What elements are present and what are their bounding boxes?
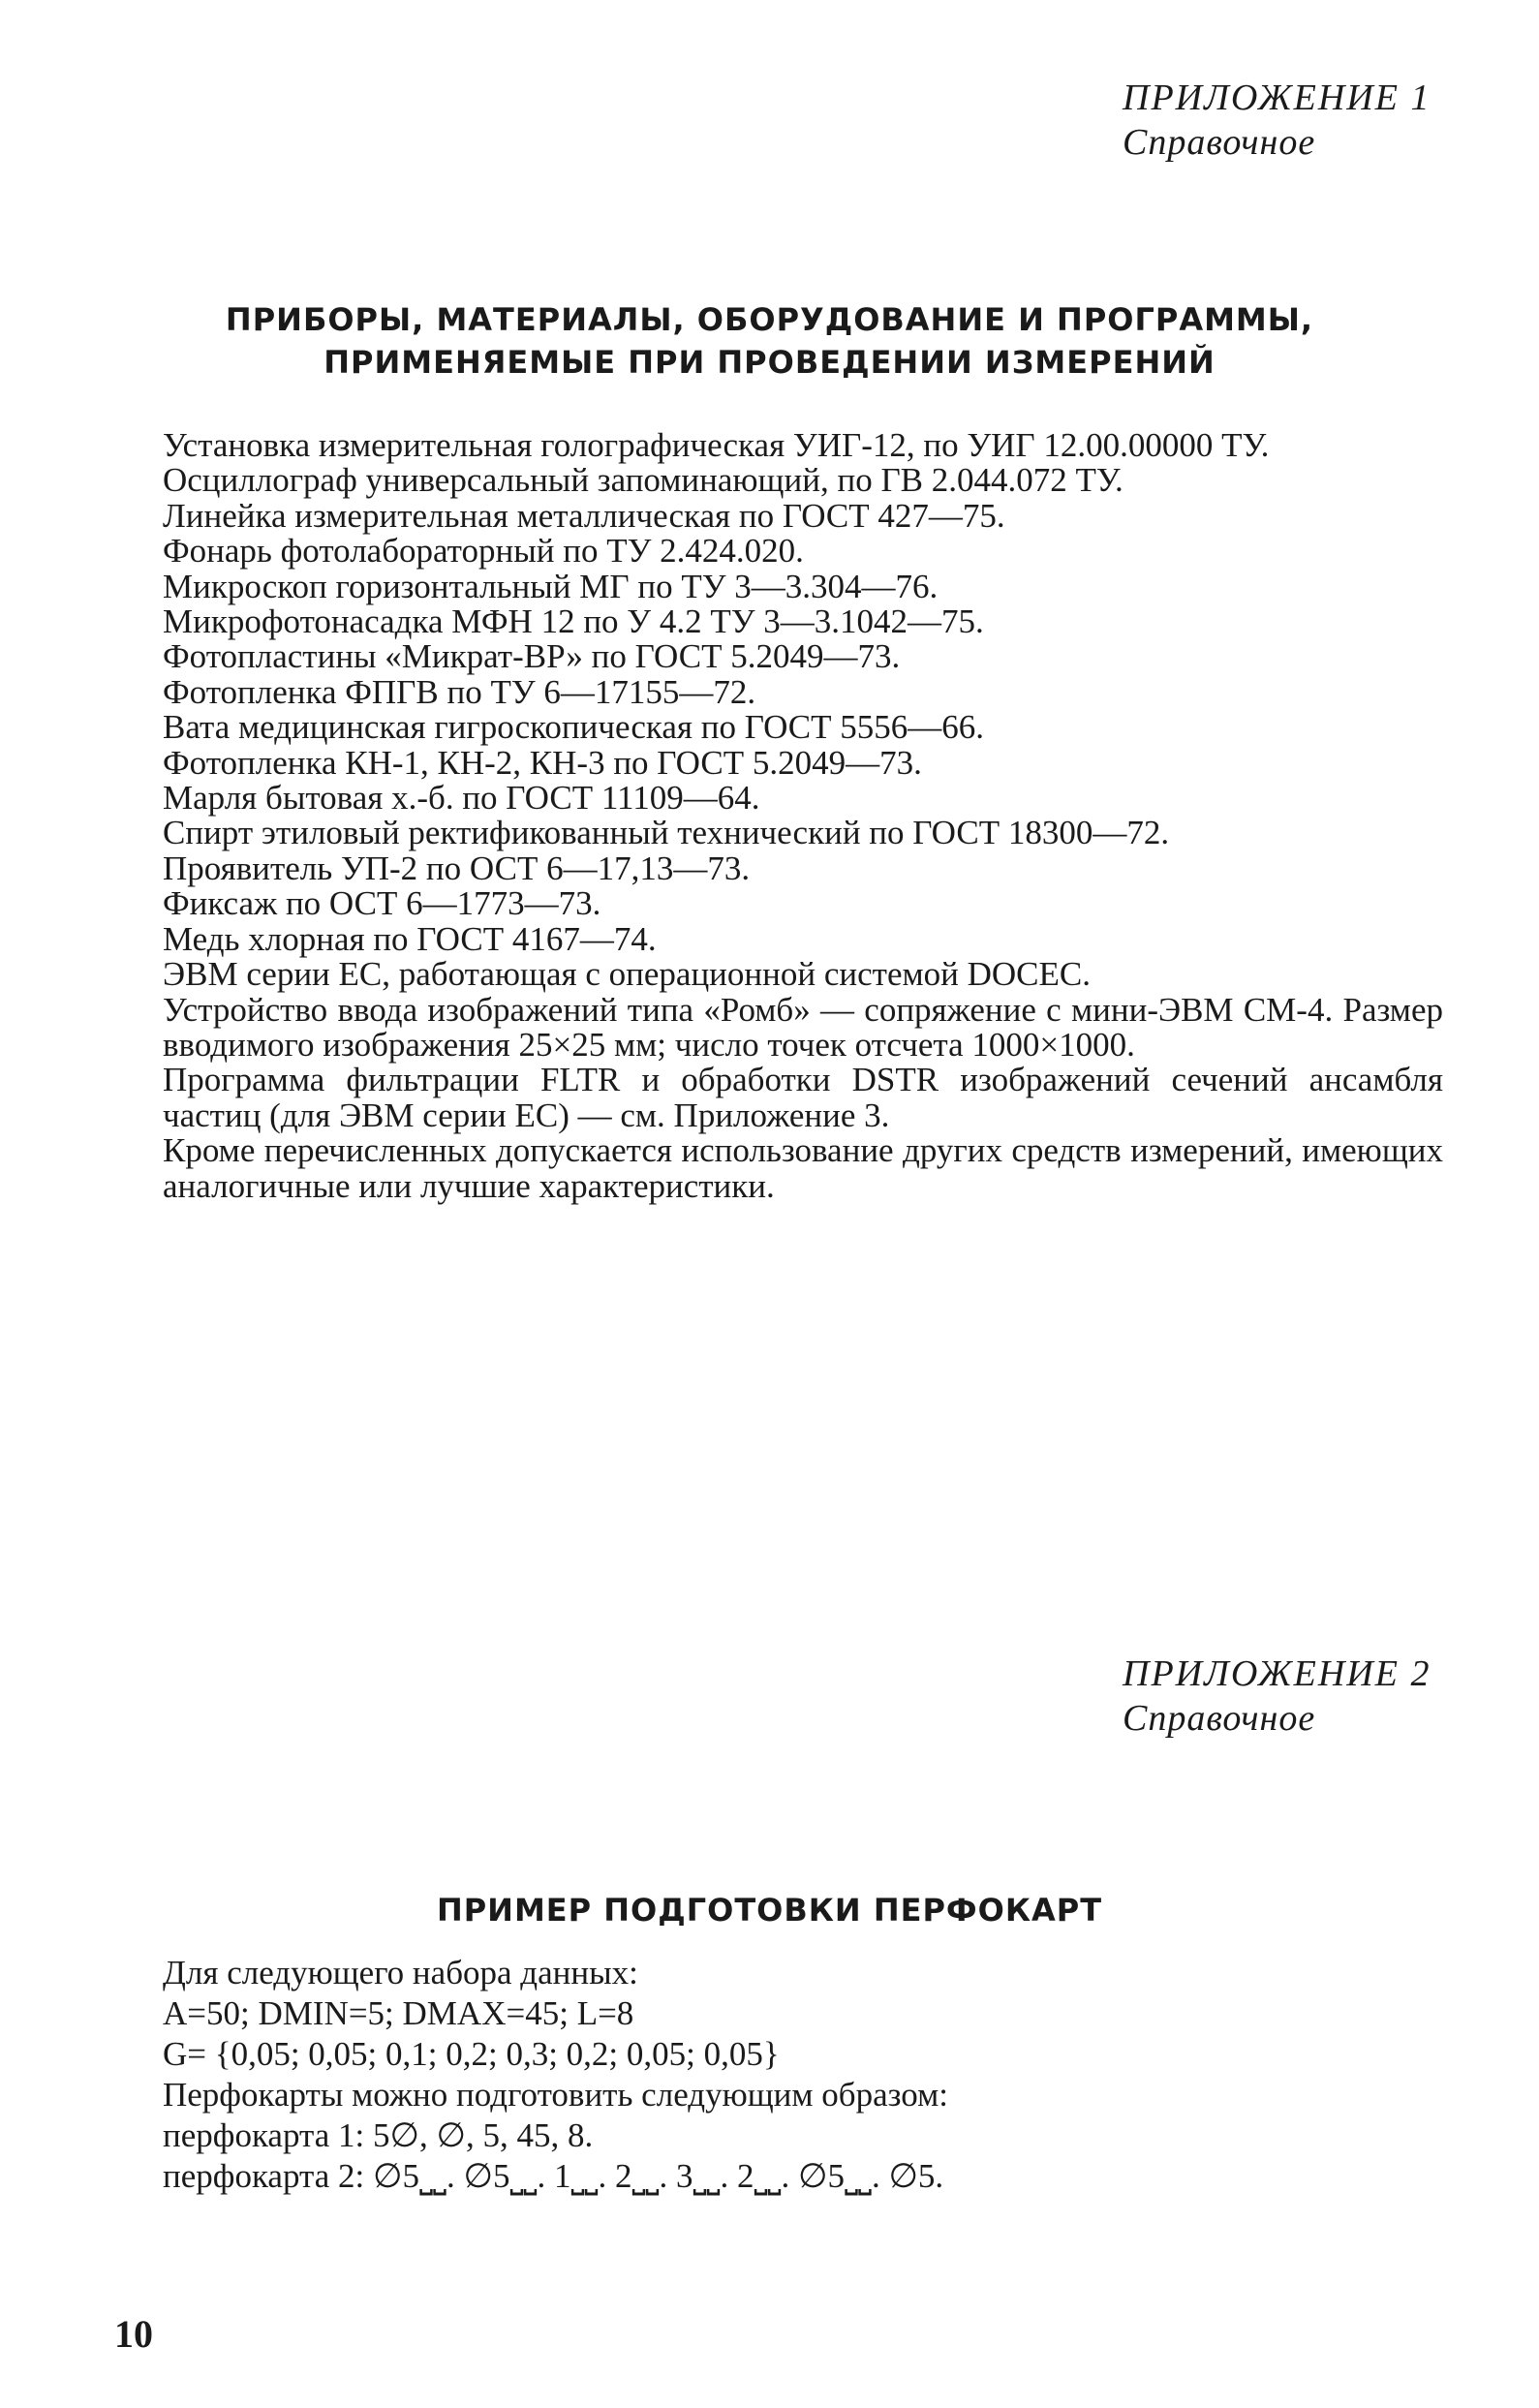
list-item: Фиксаж по ОСТ 6—1773—73. (163, 884, 601, 923)
example-line: Для следующего набора данных: (163, 1954, 638, 1991)
punchcard-example (114, 1953, 1443, 2197)
example-line: перфокарта 1: 5∅, ∅, 5, 45, 8. (163, 2116, 594, 2154)
appendix-2-kind: Справочное (1123, 1698, 1316, 1739)
device-paragraph: Устройство ввода изображений типа «Ромб» — сопряжение с мини-ЭВМ СМ-4. Размер вводимого изображения 25×25 мм; число точек отсчета 1000×1000. (163, 990, 1443, 1064)
list-item: ЭВМ серии ЕС, работающая с операционной системой DOCEC. (163, 955, 1091, 994)
appendix-1-kind: Справочное (1123, 122, 1316, 163)
program-paragraph: Программа фильтрации FLTR и обработки DSTR изображений сечений ансамбля частиц (для ЭВМ серии ЕС) — см. Приложение 3. (163, 1061, 1443, 1134)
example-line: Перфокарты можно подготовить следующим образом: (163, 2076, 948, 2114)
list-item: Микрофотонасадка МФН 12 по У 4.2 ТУ 3—3.1042—75. (163, 602, 984, 641)
list-item: Осциллограф универсальный запоминающий, по ГВ 2.044.072 ТУ. (163, 461, 1123, 500)
list-item: Медь хлорная по ГОСТ 4167—74. (163, 919, 657, 958)
list-item: Вата медицинская гигроскопическая по ГОСТ 5556—66. (163, 708, 985, 747)
example-line: G= {0,05; 0,05; 0,1; 0,2; 0,3; 0,2; 0,05; 0,05} (163, 2035, 780, 2073)
page-number: 10 (114, 2312, 153, 2356)
example-line: A=50; DMIN=5; DMAX=45; L=8 (163, 1994, 634, 2032)
list-item: Фотопластины «Микрат-ВР» по ГОСТ 5.2049—73. (163, 637, 901, 676)
list-item: Марля бытовая х.-б. по ГОСТ 11109—64. (163, 779, 760, 818)
section-1-heading-line-1: ПРИБОРЫ, МАТЕРИАЛЫ, ОБОРУДОВАНИЕ И ПРОГРАММЫ, (225, 301, 1314, 338)
list-item: Линейка измерительная металлическая по ГОСТ 427—75. (163, 496, 1005, 535)
list-item: Проявитель УП-2 по ОСТ 6—17,13—73. (163, 849, 751, 887)
section-1-heading (0, 298, 1539, 384)
list-item: Фонарь фотолабораторный по ТУ 2.424.020. (163, 532, 804, 571)
list-item: Фотопленка КН-1, КН-2, КН-3 по ГОСТ 5.2049—73. (163, 743, 922, 782)
list-item: Спирт этиловый ректификованный технический по ГОСТ 18300—72. (163, 814, 1170, 852)
other-means-paragraph: Кроме перечисленных допускается использование других средств измерений, имеющих аналогичные или лучшие характеристики. (163, 1131, 1443, 1205)
section-1-heading-line-2: ПРИМЕНЯЕМЫЕ ПРИ ПРОВЕДЕНИИ ИЗМЕРЕНИЙ (323, 344, 1216, 381)
list-item: Микроскоп горизонтальный МГ по ТУ 3—3.304—76. (163, 567, 939, 605)
appendix-1-title: ПРИЛОЖЕНИЕ 1 (1123, 77, 1431, 118)
list-item: Установка измерительная голографическая УИГ-12, по УИГ 12.00.00000 ТУ. (163, 426, 1270, 464)
appendix-1-label (1123, 76, 1442, 165)
list-item: Фотопленка ФПГВ по ТУ 6—17155—72. (163, 672, 756, 711)
appendix-2-title: ПРИЛОЖЕНИЕ 2 (1123, 1653, 1431, 1694)
example-line: перфокарта 2: ∅5⎵⎵. ∅5⎵⎵. 1⎵⎵. 2⎵⎵. 3⎵⎵. 2⎵⎵. ∅5⎵⎵. ∅5. (163, 2157, 944, 2195)
section-2-heading: ПРИМЕР ПОДГОТОВКИ ПЕРФОКАРТ (436, 1892, 1103, 1929)
appendix-2-label (1123, 1652, 1442, 1741)
equipment-list (114, 428, 1443, 1204)
